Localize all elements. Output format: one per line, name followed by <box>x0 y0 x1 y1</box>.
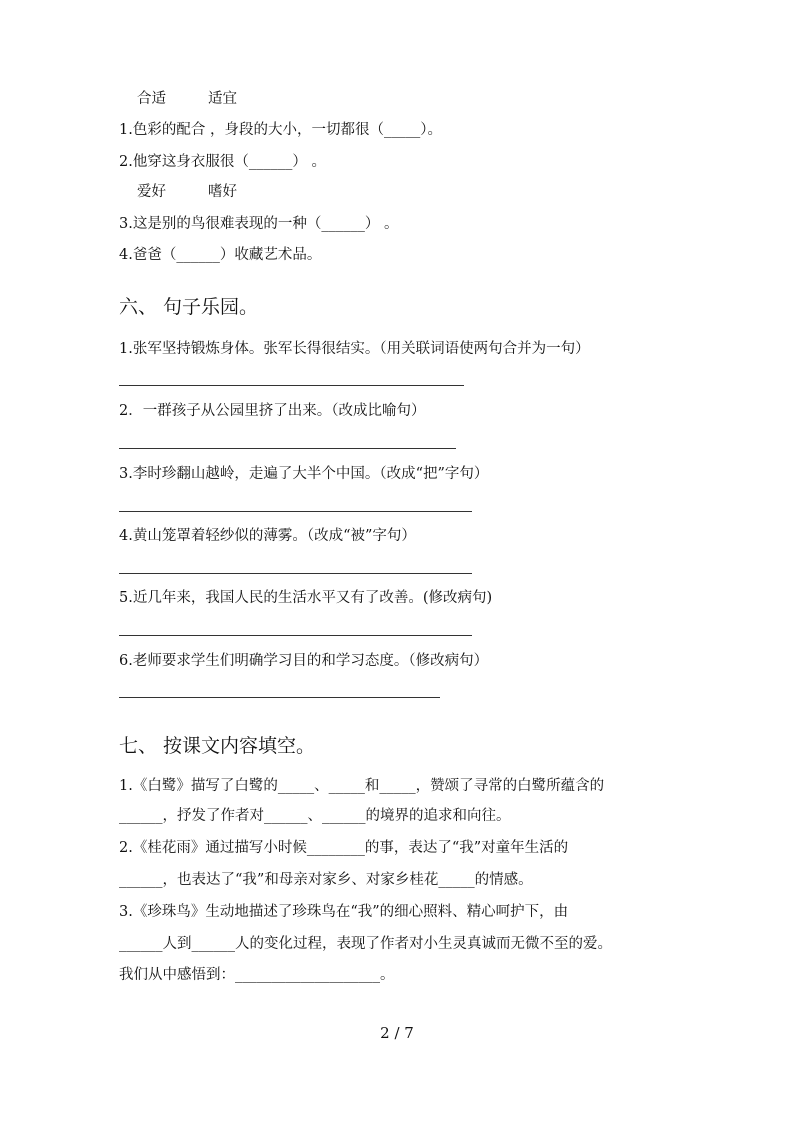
fill-blank-line: ______人到______人的变化过程，表现了作者对小生灵真诚而无微不至的爱。 <box>119 936 612 952</box>
fill-blank-line: ______，抒发了作者对______、______的境界的追求和向往。 <box>119 808 511 824</box>
sentence-task: 4.黄山笼罩着轻纱似的薄雾。（改成“被”字句） <box>119 528 416 544</box>
section-heading-6 <box>119 294 258 320</box>
fill-blank-line: 2.《桂花雨》通过描写小时候________的事，表达了“我”对童年生活的 <box>119 840 569 856</box>
section-heading-7 <box>119 733 315 759</box>
word-option-1a: 合适 <box>137 91 166 107</box>
question-line: 1.色彩的配合 ，身段的大小，一切都很（_____）。 <box>119 122 442 138</box>
fill-blank-line: 3.《珍珠鸟》生动地描述了珍珠鸟在“我”的细心照料、精心呵护下，由 <box>119 904 569 920</box>
section-title: 句子乐园。 <box>163 296 259 318</box>
section-number: 七、 <box>119 735 158 757</box>
page-number: 2 / 7 <box>380 1024 414 1042</box>
question-line: 2.他穿这身衣服很（______） 。 <box>119 154 326 170</box>
word-option-1b: 适宜 <box>208 91 237 107</box>
section-number: 六、 <box>119 296 158 318</box>
answer-line[interactable] <box>119 635 472 636</box>
word-option-2b: 嗜好 <box>208 184 237 200</box>
answer-line[interactable] <box>119 448 456 449</box>
answer-line[interactable] <box>119 573 472 574</box>
answer-line[interactable] <box>119 385 464 386</box>
sentence-task: 3.李时珍翻山越岭，走遍了大半个中国。（改成“把”字句） <box>119 466 489 482</box>
sentence-task: 1.张军坚持锻炼身体。张军长得很结实。（用关联词语使两句合并为一句） <box>119 341 590 357</box>
fill-blank-line: ______，也表达了“我”和母亲对家乡、对家乡桂花_____的情感。 <box>119 872 533 888</box>
sentence-task: 2．一群孩子从公园里挤了出来。（改成比喻句） <box>119 403 426 419</box>
section-title: 按课文内容填空。 <box>163 735 316 757</box>
question-line: 3.这是别的鸟很难表现的一种（______） 。 <box>119 216 399 232</box>
sentence-task: 6.老师要求学生们明确学习目的和学习态度。（修改病句） <box>119 653 489 669</box>
answer-line[interactable] <box>119 511 472 512</box>
fill-blank-line: 我们从中感悟到：____________________。 <box>119 967 395 983</box>
sentence-task: 5.近几年来，我国人民的生活水平又有了改善。(修改病句) <box>119 590 493 606</box>
fill-blank-line: 1.《白鹭》描写了白鹭的_____、_____和_____，赞颂了寻常的白鹭所蕴含的 <box>119 778 605 794</box>
answer-line[interactable] <box>119 697 440 698</box>
word-option-2a: 爱好 <box>137 184 166 200</box>
question-line: 4.爸爸（______）收藏艺术品。 <box>119 247 322 263</box>
